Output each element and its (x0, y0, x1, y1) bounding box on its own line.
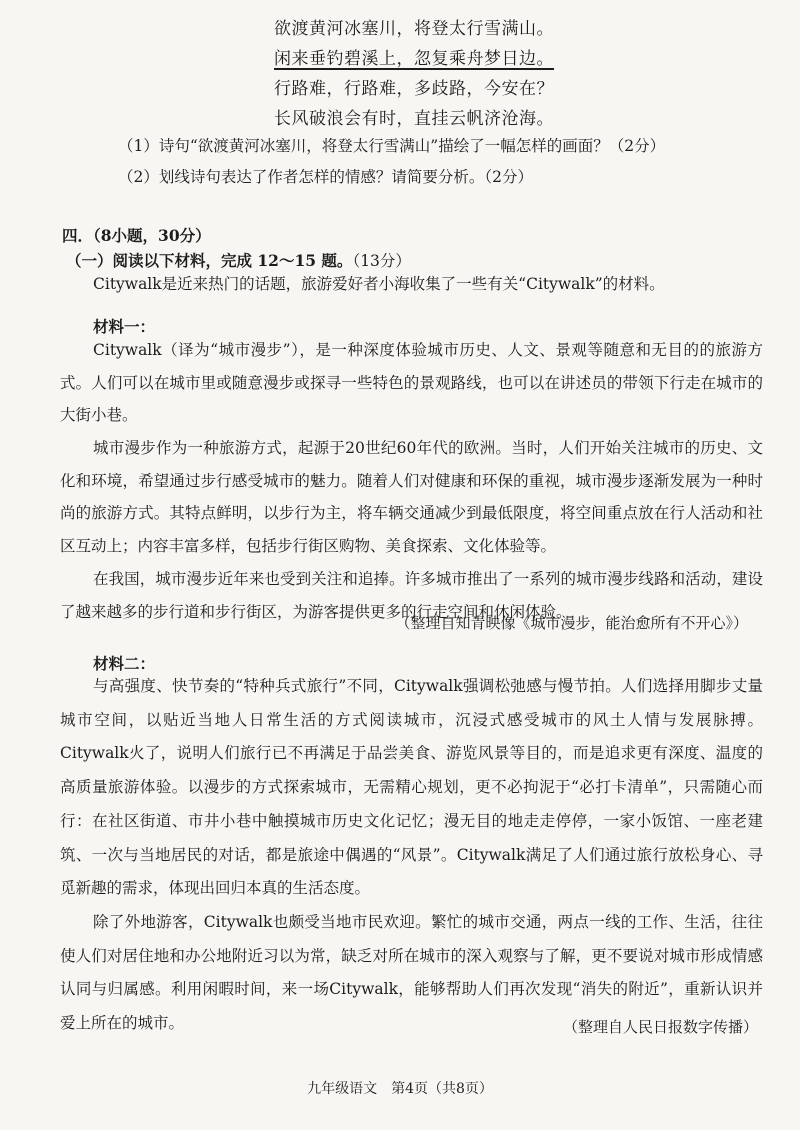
material-2-paragraph: 除了外地游客，Citywalk也颇受当地市民欢迎。繁忙的城市交通，两点一线的工作、生活，往往使人们对居住地和办公地附近习以为常，缺乏对所在城市的深入观察与了解，更不要说对城市形成情感认同与归属感。利用闲暇时间，来一场Citywalk，能够帮助人们再次发现“消失的附近”，重新认识并爱上所在的城市。 (60, 913, 763, 1033)
material-2-paragraph: 与高强度、快节奏的“特种兵式旅行”不同，Citywalk强调松弛感与慢节拍。人们选择用脚步丈量城市空间，以贴近当地人日常生活的方式阅读城市，沉浸式感受城市的风土人情与发展脉搏。Citywalk火了，说明人们旅行已不再满足于品尝美食、游览风景等目的，而是追求更有深度、温度的高质量旅游体验。以漫步的方式探索城市，无需精心规划，更不必拘泥于“必打卡清单”，只需随心而行：在社区街道、市井小巷中触摸城市历史文化记忆；漫无目的地走走停停，一家小饭馆、一座老建筑、一次与当地居民的对话，都是旅途中偶遇的“风景”。Citywalk满足了人们通过旅行放松身心、寻觅新趣的需求，体现出回归本真的生活态度。 (60, 677, 763, 898)
section-heading: 四．（8小题，30分） (62, 226, 211, 245)
poem-line-underlined: 闲来垂钓碧溪上，忽复乘舟梦日边。 (274, 49, 554, 69)
material-1-label: 材料一： (93, 317, 156, 336)
question-2: （2）划线诗句表达了作者怎样的情感？请简要分析。（2分） (118, 168, 533, 186)
page-footer: 九年级语文 第4页（共8页） (307, 1081, 493, 1097)
material-1-paragraph: 城市漫步作为一种旅游方式，起源于20世纪60年代的欧洲。当时，人们开始关注城市的历史、文化和环境，希望通过步行感受城市的魅力。随着人们对健康和环保的重视，城市漫步逐渐发展为一种时尚的旅游方式。其特点鲜明，以步行为主，将车辆交通减少到最低限度，将空间重点放在行人活动和社区互动上；内容丰富多样，包括步行街区购物、美食探索、文化体验等。 (60, 439, 763, 556)
poem-line: 长风破浪会有时，直挂云帆济沧海。 (274, 109, 554, 129)
poem-line: 欲渡黄河冰塞川，将登太行雪满山。 (274, 19, 554, 39)
material-2-label: 材料二： (93, 654, 156, 673)
material-1-paragraph: 在我国，城市漫步近年来也受到关注和追捧。许多城市推出了一系列的城市漫步线路和活动，建设了越来越多的步行道和步行街区，为游客提供更多的行走空间和休闲体验。 (60, 570, 763, 621)
material-1-paragraph: Citywalk（译为“城市漫步”），是一种深度体验城市历史、人文、景观等随意和无目的的旅游方式。人们可以在城市里或随意漫步或探寻一些特色的景观路线，也可以在讲述员的带领下行走在城市的大街小巷。 (60, 341, 763, 425)
question-1: （1）诗句“欲渡黄河冰塞川，将登太行雪满山”描绘了一幅怎样的画面？（2分） (118, 137, 666, 155)
sub-heading-main: （一）阅读以下材料，完成 12～15 题。 (66, 251, 353, 270)
intro-paragraph: Citywalk是近来热门的话题，旅游爱好者小海收集了一些有关“Citywalk”的材料。 (93, 275, 665, 293)
material-2-source: （整理自人民日报数字传播） (562, 1018, 758, 1036)
poem-line: 行路难，行路难，多歧路，今安在？ (274, 79, 554, 99)
poem (274, 14, 574, 134)
material-1-source: （整理自知青映像《城市漫步，能治愈所有不开心》） (395, 614, 748, 632)
sub-heading-score: （13分） (352, 252, 411, 270)
